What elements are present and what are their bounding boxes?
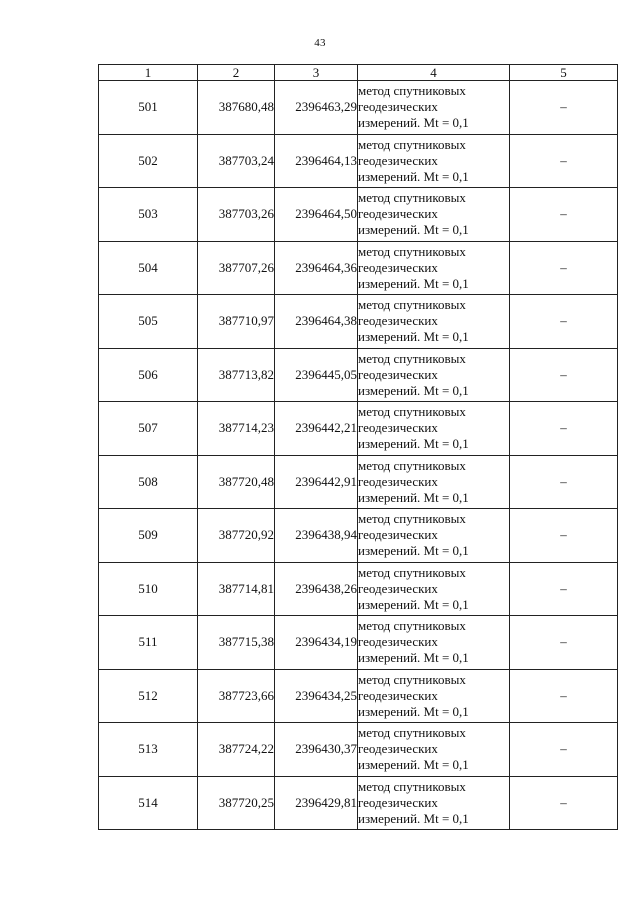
point-number-cell: 506 [99,348,198,402]
method-text-line: метод спутниковых [358,83,466,99]
method-cell [358,81,510,135]
method-text-line: геодезических [358,634,438,650]
table-row [99,402,618,456]
y-coordinate-cell: 2396438,26 [275,562,358,616]
method-cell [358,669,510,723]
note-cell: – [510,455,618,509]
note-cell: – [510,348,618,402]
point-number-cell: 512 [99,669,198,723]
method-text-line: геодезических [358,366,438,382]
table-row [99,188,618,242]
x-coordinate-cell: 387720,48 [198,455,275,509]
x-coordinate-cell: 387720,92 [198,509,275,563]
header-col-5: 5 [510,65,618,81]
table-row [99,348,618,402]
method-text-line: измерений. Mt = 0,1 [358,329,469,345]
y-coordinate-cell: 2396464,36 [275,241,358,295]
method-cell [358,402,510,456]
method-cell [358,134,510,188]
table-row [99,241,618,295]
x-coordinate-cell: 387707,26 [198,241,275,295]
x-coordinate-cell: 387680,48 [198,81,275,135]
method-cell [358,295,510,349]
method-cell [358,188,510,242]
method-text-line: измерений. Mt = 0,1 [358,489,469,505]
method-text-line: геодезических [358,99,438,115]
method-text-line: метод спутниковых [358,457,466,473]
method-text-line: метод спутниковых [358,297,466,313]
table-row [99,295,618,349]
method-text-line: метод спутниковых [358,190,466,206]
note-cell: – [510,509,618,563]
y-coordinate-cell: 2396438,94 [275,509,358,563]
method-text-line: геодезических [358,473,438,489]
method-text-line: измерений. Mt = 0,1 [358,650,469,666]
method-text-line: геодезических [358,687,438,703]
point-number-cell: 510 [99,562,198,616]
table-row [99,455,618,509]
method-cell [358,241,510,295]
y-coordinate-cell: 2396445,05 [275,348,358,402]
header-col-4: 4 [358,65,510,81]
method-text-line: метод спутниковых [358,618,466,634]
method-text-line: геодезических [358,152,438,168]
method-text-line: измерений. Mt = 0,1 [358,382,469,398]
method-cell [358,509,510,563]
table-row [99,509,618,563]
method-text-line: метод спутниковых [358,404,466,420]
table-row [99,776,618,830]
table-row [99,134,618,188]
point-number-cell: 511 [99,616,198,670]
header-col-3: 3 [275,65,358,81]
note-cell: – [510,295,618,349]
y-coordinate-cell: 2396434,25 [275,669,358,723]
point-number-cell: 505 [99,295,198,349]
header-col-2: 2 [198,65,275,81]
method-cell [358,776,510,830]
table-row [99,723,618,777]
method-text-line: измерений. Mt = 0,1 [358,810,469,826]
y-coordinate-cell: 2396464,38 [275,295,358,349]
note-cell: – [510,616,618,670]
method-text-line: геодезических [358,313,438,329]
method-text-line: измерений. Mt = 0,1 [358,543,469,559]
method-text-line: измерений. Mt = 0,1 [358,115,469,131]
method-text-line: геодезических [358,206,438,222]
table-row [99,616,618,670]
y-coordinate-cell: 2396430,37 [275,723,358,777]
point-number-cell: 508 [99,455,198,509]
y-coordinate-cell: 2396429,81 [275,776,358,830]
header-col-1: 1 [99,65,198,81]
note-cell: – [510,188,618,242]
method-text-line: метод спутниковых [358,725,466,741]
coordinates-table [98,64,618,830]
y-coordinate-cell: 2396442,21 [275,402,358,456]
table-row [99,81,618,135]
method-text-line: геодезических [358,794,438,810]
method-cell [358,616,510,670]
page-number: 43 [314,37,326,49]
note-cell: – [510,134,618,188]
y-coordinate-cell: 2396464,50 [275,188,358,242]
method-text-line: измерений. Mt = 0,1 [358,168,469,184]
note-cell: – [510,402,618,456]
method-text-line: метод спутниковых [358,564,466,580]
y-coordinate-cell: 2396434,19 [275,616,358,670]
method-text-line: геодезических [358,259,438,275]
header-row [99,65,618,81]
table-header [99,65,618,81]
method-text-line: метод спутниковых [358,778,466,794]
y-coordinate-cell: 2396463,29 [275,81,358,135]
method-text-line: геодезических [358,420,438,436]
x-coordinate-cell: 387720,25 [198,776,275,830]
method-text-line: геодезических [358,527,438,543]
note-cell: – [510,241,618,295]
note-cell: – [510,669,618,723]
x-coordinate-cell: 387724,22 [198,723,275,777]
x-coordinate-cell: 387715,38 [198,616,275,670]
point-number-cell: 502 [99,134,198,188]
method-text-line: геодезических [358,741,438,757]
method-text-line: измерений. Mt = 0,1 [358,757,469,773]
point-number-cell: 504 [99,241,198,295]
point-number-cell: 509 [99,509,198,563]
method-text-line: измерений. Mt = 0,1 [358,596,469,612]
method-text-line: измерений. Mt = 0,1 [358,275,469,291]
x-coordinate-cell: 387713,82 [198,348,275,402]
note-cell: – [510,81,618,135]
x-coordinate-cell: 387723,66 [198,669,275,723]
note-cell: – [510,723,618,777]
method-text-line: метод спутниковых [358,511,466,527]
method-text-line: измерений. Mt = 0,1 [358,222,469,238]
method-cell [358,455,510,509]
point-number-cell: 503 [99,188,198,242]
x-coordinate-cell: 387714,23 [198,402,275,456]
method-text-line: метод спутниковых [358,671,466,687]
method-cell [358,723,510,777]
table-body [99,81,618,830]
method-text-line: метод спутниковых [358,243,466,259]
x-coordinate-cell: 387703,24 [198,134,275,188]
table-row [99,562,618,616]
method-cell [358,348,510,402]
y-coordinate-cell: 2396464,13 [275,134,358,188]
method-cell [358,562,510,616]
note-cell: – [510,562,618,616]
x-coordinate-cell: 387714,81 [198,562,275,616]
x-coordinate-cell: 387710,97 [198,295,275,349]
method-text-line: измерений. Mt = 0,1 [358,703,469,719]
point-number-cell: 513 [99,723,198,777]
method-text-line: измерений. Mt = 0,1 [358,436,469,452]
point-number-cell: 501 [99,81,198,135]
x-coordinate-cell: 387703,26 [198,188,275,242]
note-cell: – [510,776,618,830]
method-text-line: геодезических [358,580,438,596]
point-number-cell: 514 [99,776,198,830]
table-row [99,669,618,723]
y-coordinate-cell: 2396442,91 [275,455,358,509]
method-text-line: метод спутниковых [358,136,466,152]
method-text-line: метод спутниковых [358,350,466,366]
point-number-cell: 507 [99,402,198,456]
